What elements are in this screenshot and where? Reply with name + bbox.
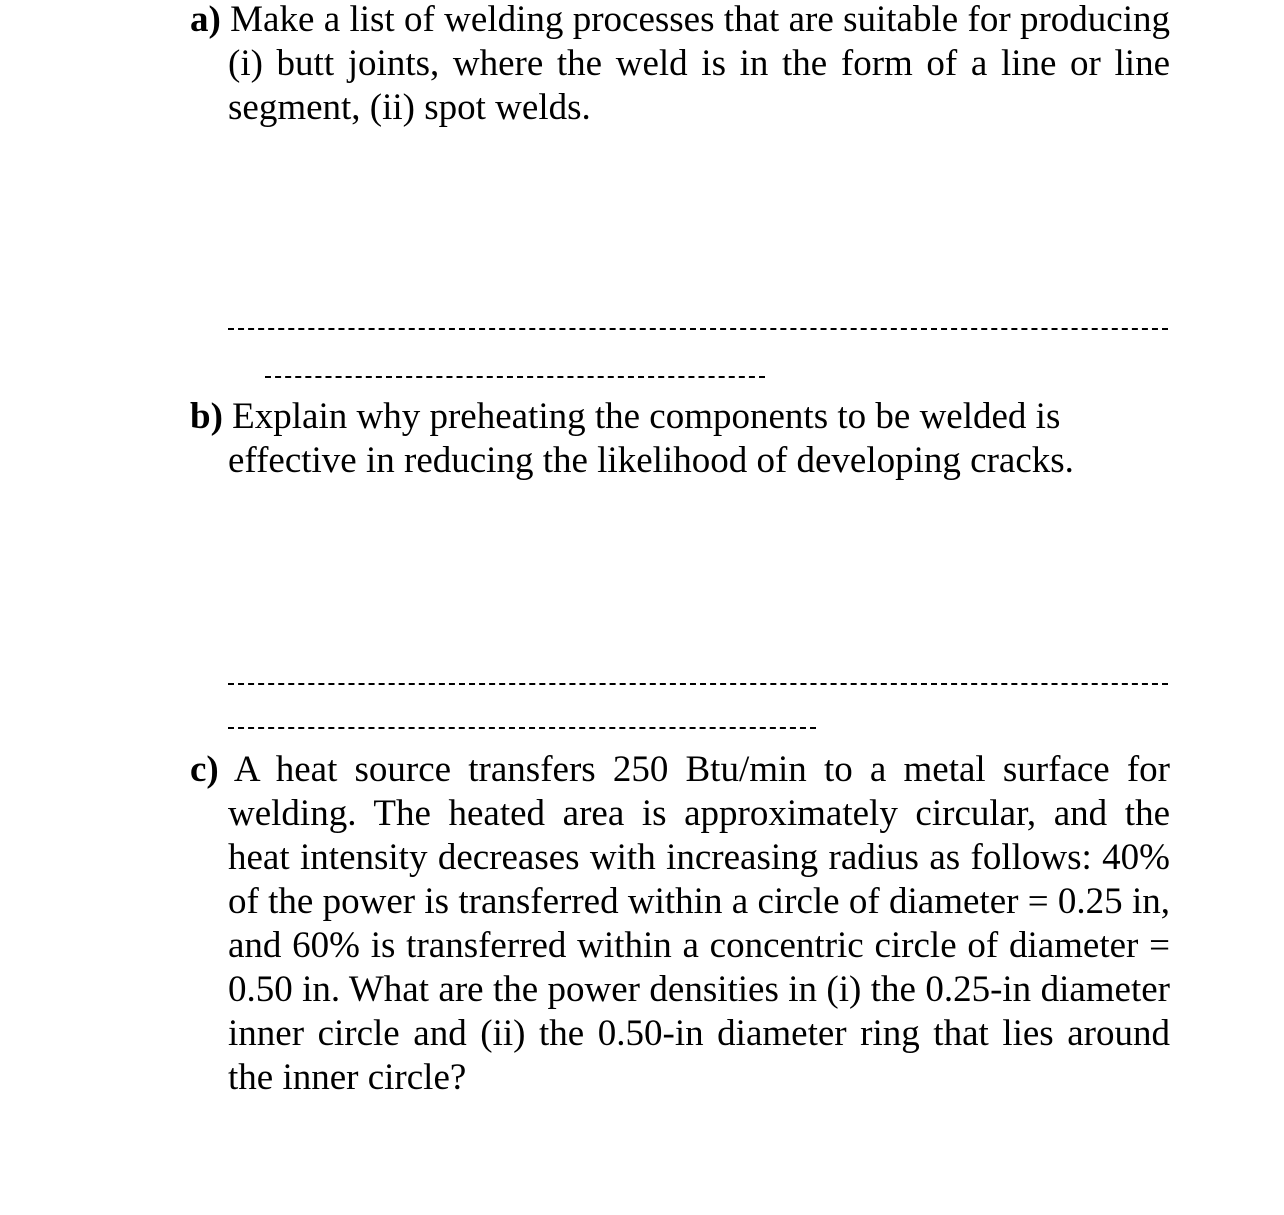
answer-line-a-2 <box>265 376 765 378</box>
question-c-text: A heat source transfers 250 Btu/min to a metal surface for welding. The heated area is approximately circular, and the heat intensity decreases with increasing radius as follows: 40% of the power is transferred within a circle of diameter = 0.25 in, and 60% is transferred within a concentric circle of diameter = 0.50 in. What are the power densities in (i) the 0.25-in diameter inner circle and (ii) the 0.50-in diameter ring that lies around the inner circle? <box>228 749 1170 1098</box>
question-a-text: Make a list of welding processes that are suitable for producing (i) butt joints, where the weld is in the form of a line or line segment, (ii) spot welds. <box>228 0 1170 128</box>
question-a-label: a) <box>190 0 221 40</box>
answer-line-b-2 <box>228 727 816 729</box>
answer-line-b-1 <box>228 683 1168 685</box>
question-b-text: Explain why preheating the components to be welded is effective in reducing the likelihood of developing cracks. <box>228 396 1074 481</box>
answer-line-a-1 <box>228 328 1168 330</box>
question-a <box>190 0 1170 130</box>
question-b-label: b) <box>190 396 223 437</box>
question-c-label: c) <box>190 749 219 790</box>
question-b <box>190 395 1170 483</box>
question-c <box>190 748 1170 1100</box>
